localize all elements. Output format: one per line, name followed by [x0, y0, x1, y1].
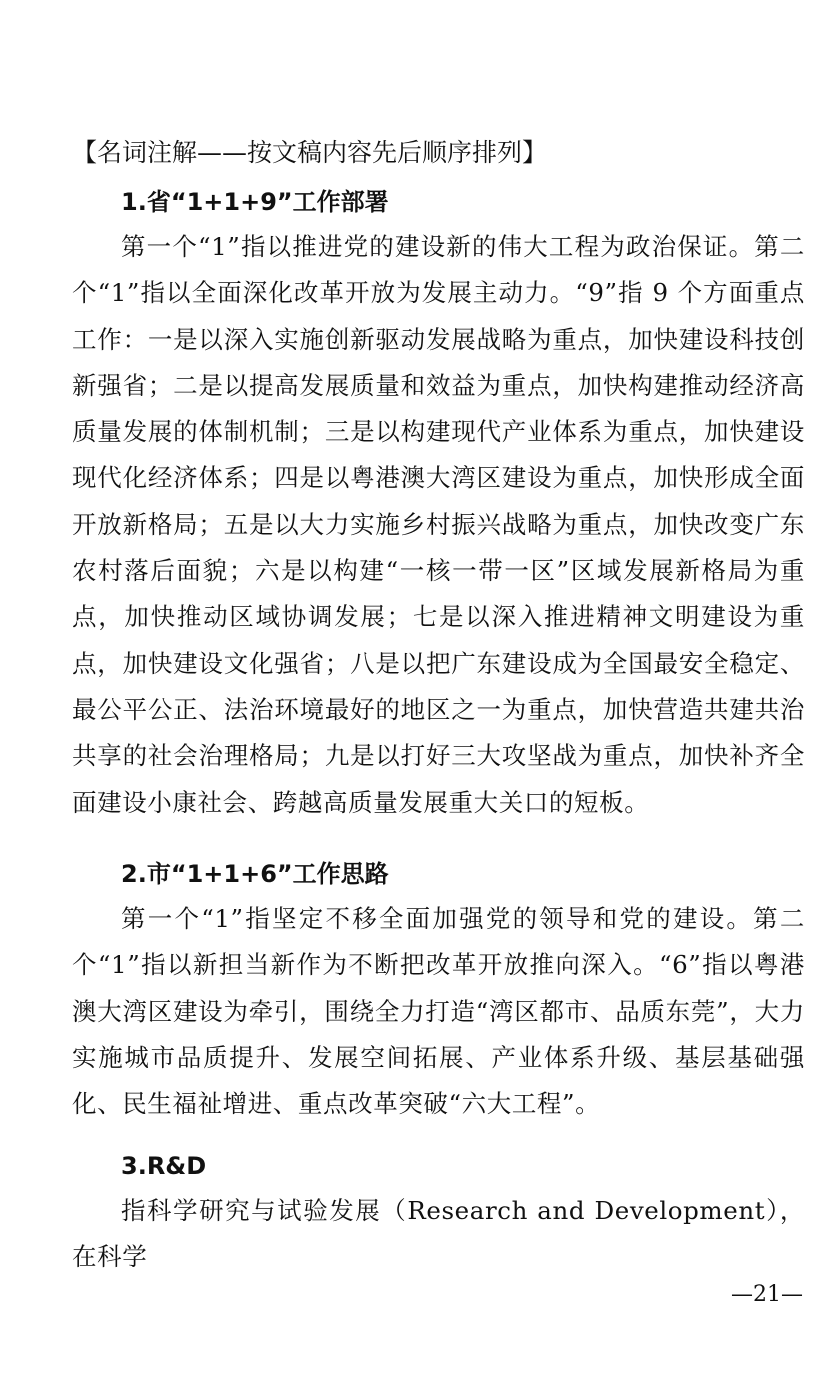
item-3-body: 指科学研究与试验发展（Research and Development），在科学 — [72, 1196, 805, 1272]
item-2-heading: 2.市“1+1+6”工作思路 — [121, 860, 389, 888]
item-1-body: 第一个“1”指以推进党的建设新的伟大工程为政治保证。第二个“1”指以全面深化改革开放为发展主动力。“9”指 9 个方面重点工作：一是以深入实施创新驱动发展战略为重点，加快建设科技创新强省；二是以提高发展质量和效益为重点，加快构建推动经济高质量发展的体制机制；三是以构建现代产业体系为重点，加快建设现代化经济体系；四是以粤港澳大湾区建设为重点，加快形成全面开放新格局；五是以大力实施乡村振兴战略为重点，加快改变广东农村落后面貌；六是以构建“一核一带一区”区域发展新格局为重点，加快推动区域协调发展；七是以深入推进精神文明建设为重点，加快建设文化强省；八是以把广东建设成为全国最安全稳定、最公平公正、法治环境最好的地区之一为重点，加快营造共建共治共享的社会治理格局；九是以打好三大攻坚战为重点，加快补齐全面建设小康社会、跨越高质量发展重大关口的短板。 — [72, 232, 805, 817]
page-number: —21— — [731, 1282, 803, 1307]
item-1-heading: 1.省“1+1+9”工作部署 — [121, 188, 389, 216]
section-title: 【名词注解——按文稿内容先后顺序排列】 — [72, 138, 548, 167]
item-2-body: 第一个“1”指坚定不移全面加强党的领导和党的建设。第二个“1”指以新担当新作为不断把改革开放推向深入。“6”指以粤港澳大湾区建设为牵引，围绕全力打造“湾区都市、品质东莞”，大力实施城市品质提升、发展空间拓展、产业体系升级、基层基础强化、民生福祉增进、重点改革突破“六大工程”。 — [72, 904, 805, 1119]
item-3-heading: 3.R&D — [121, 1152, 207, 1180]
